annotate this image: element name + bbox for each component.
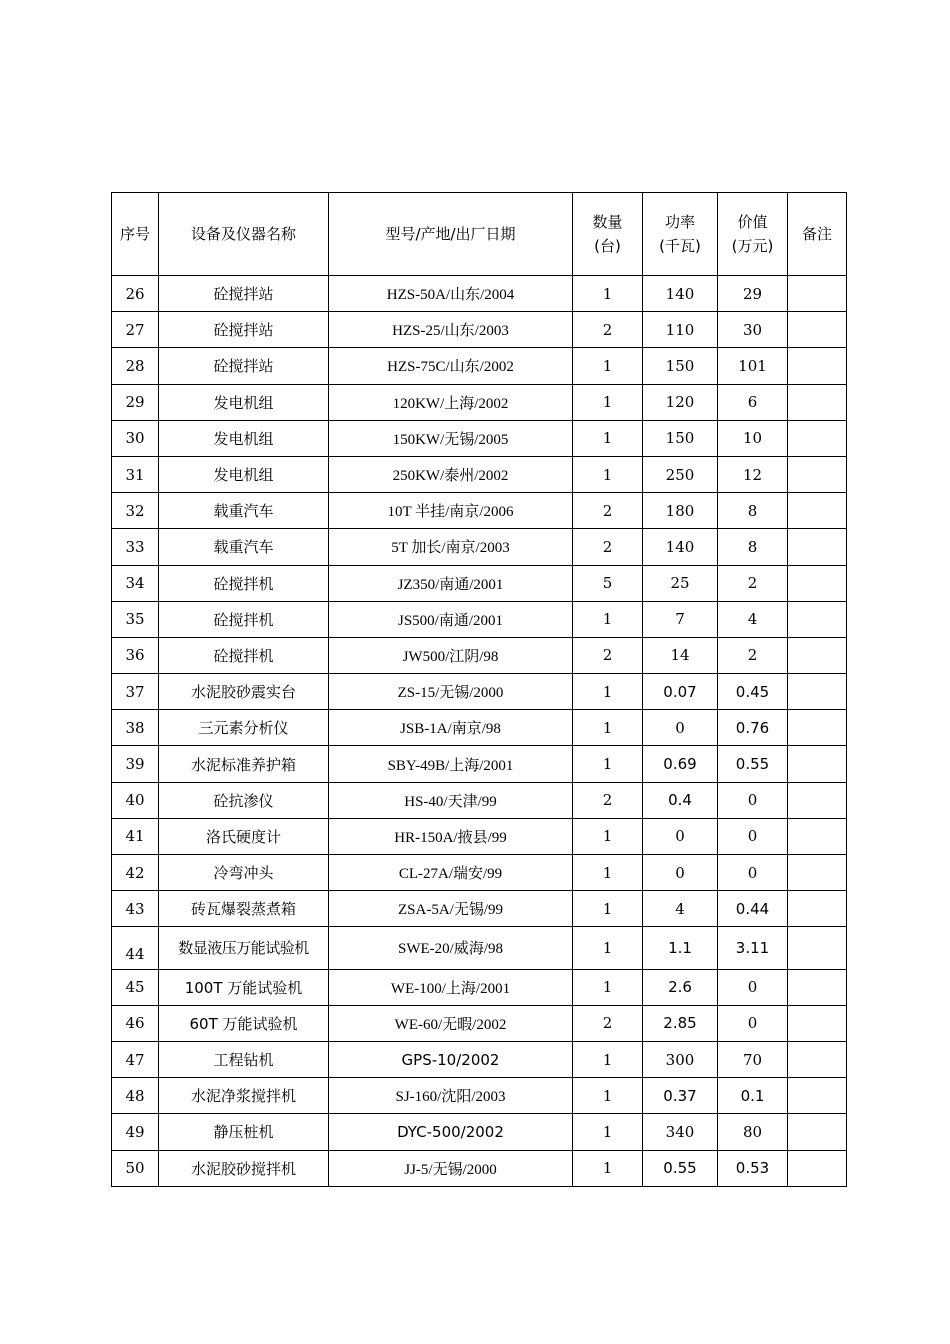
cell-note (788, 855, 847, 891)
cell-note (788, 276, 847, 312)
table-row (112, 493, 847, 529)
cell-qty: 1 (573, 969, 643, 1005)
cell-name: 工程钻机 (159, 1041, 329, 1077)
cell-no: 48 (112, 1078, 159, 1114)
cell-no: 40 (112, 782, 159, 818)
cell-name: 砼抗渗仪 (159, 782, 329, 818)
cell-note (788, 927, 847, 969)
cell-note (788, 1150, 847, 1186)
cell-power: 0.55 (643, 1150, 718, 1186)
cell-qty: 2 (573, 312, 643, 348)
cell-value: 29 (718, 276, 788, 312)
table-row (112, 1150, 847, 1186)
cell-note (788, 420, 847, 456)
cell-qty: 2 (573, 529, 643, 565)
cell-note (788, 384, 847, 420)
cell-note (788, 456, 847, 492)
cell-power: 120 (643, 384, 718, 420)
cell-power: 0.07 (643, 674, 718, 710)
table-row (112, 601, 847, 637)
cell-power: 150 (643, 420, 718, 456)
cell-qty: 1 (573, 746, 643, 782)
cell-name: 水泥标准养护箱 (159, 746, 329, 782)
cell-no: 41 (112, 818, 159, 854)
table-row (112, 927, 847, 969)
cell-note (788, 746, 847, 782)
table-row (112, 637, 847, 673)
cell-no: 49 (112, 1114, 159, 1150)
header-name: 设备及仪器名称 (159, 193, 329, 276)
cell-note (788, 891, 847, 927)
cell-power: 250 (643, 456, 718, 492)
cell-model: HS-40/天津/99 (329, 782, 573, 818)
cell-note (788, 565, 847, 601)
cell-qty: 2 (573, 782, 643, 818)
cell-note (788, 529, 847, 565)
table-row (112, 565, 847, 601)
cell-model: 150KW/无锡/2005 (329, 420, 573, 456)
cell-name: 60T 万能试验机 (159, 1005, 329, 1041)
table-row (112, 746, 847, 782)
table-row (112, 529, 847, 565)
header-value-line2: (万元) (731, 237, 774, 255)
cell-name: 水泥净浆搅拌机 (159, 1078, 329, 1114)
cell-qty: 1 (573, 1078, 643, 1114)
equipment-table (111, 192, 847, 1187)
cell-value: 0 (718, 782, 788, 818)
cell-model: ZS-15/无锡/2000 (329, 674, 573, 710)
cell-model: HZS-75C/山东/2002 (329, 348, 573, 384)
cell-model: JW500/江阴/98 (329, 637, 573, 673)
table-row (112, 818, 847, 854)
table-row (112, 969, 847, 1005)
cell-no: 33 (112, 529, 159, 565)
header-value-line1: 价值 (737, 213, 768, 231)
cell-value: 70 (718, 1041, 788, 1077)
cell-note (788, 969, 847, 1005)
cell-value: 0.44 (718, 891, 788, 927)
cell-name: 砼搅拌机 (159, 637, 329, 673)
cell-no: 32 (112, 493, 159, 529)
cell-qty: 1 (573, 818, 643, 854)
table-row (112, 891, 847, 927)
cell-name: 砼搅拌机 (159, 601, 329, 637)
cell-model: CL-27A/瑞安/99 (329, 855, 573, 891)
cell-name: 砼搅拌机 (159, 565, 329, 601)
cell-qty: 1 (573, 674, 643, 710)
cell-no: 34 (112, 565, 159, 601)
table-row (112, 782, 847, 818)
cell-note (788, 312, 847, 348)
cell-note (788, 818, 847, 854)
table-row (112, 855, 847, 891)
cell-name: 砼搅拌站 (159, 276, 329, 312)
cell-no: 35 (112, 601, 159, 637)
cell-value: 8 (718, 493, 788, 529)
cell-value: 8 (718, 529, 788, 565)
header-model: 型号/产地/出厂日期 (329, 193, 573, 276)
cell-power: 140 (643, 276, 718, 312)
header-power-line2: (千瓦) (659, 237, 701, 255)
cell-no: 44 (112, 927, 159, 969)
cell-qty: 1 (573, 456, 643, 492)
cell-no: 39 (112, 746, 159, 782)
cell-value: 0.76 (718, 710, 788, 746)
cell-qty: 1 (573, 276, 643, 312)
table-row (112, 312, 847, 348)
header-note: 备注 (788, 193, 847, 276)
cell-note (788, 493, 847, 529)
cell-name: 数显液压万能试验机 (159, 927, 329, 969)
cell-power: 140 (643, 529, 718, 565)
table-row (112, 1041, 847, 1077)
header-qty-line2: (台) (594, 237, 621, 255)
cell-no: 36 (112, 637, 159, 673)
cell-no: 50 (112, 1150, 159, 1186)
cell-model: SBY-49B/上海/2001 (329, 746, 573, 782)
table-row (112, 276, 847, 312)
cell-name: 发电机组 (159, 420, 329, 456)
cell-no: 47 (112, 1041, 159, 1077)
cell-value: 80 (718, 1114, 788, 1150)
cell-no: 29 (112, 384, 159, 420)
cell-name: 砼搅拌站 (159, 312, 329, 348)
cell-name: 砖瓦爆裂蒸煮箱 (159, 891, 329, 927)
table-row (112, 348, 847, 384)
cell-power: 0 (643, 818, 718, 854)
cell-power: 0.69 (643, 746, 718, 782)
cell-value: 0 (718, 1005, 788, 1041)
cell-value: 0 (718, 969, 788, 1005)
cell-model: HZS-25/山东/2003 (329, 312, 573, 348)
cell-power: 4 (643, 891, 718, 927)
cell-no: 46 (112, 1005, 159, 1041)
cell-model: 250KW/泰州/2002 (329, 456, 573, 492)
cell-name: 静压桩机 (159, 1114, 329, 1150)
cell-power: 150 (643, 348, 718, 384)
cell-model: JSB-1A/南京/98 (329, 710, 573, 746)
header-value (718, 193, 788, 276)
cell-qty: 1 (573, 710, 643, 746)
table-row (112, 1114, 847, 1150)
cell-qty: 2 (573, 637, 643, 673)
cell-power: 0.37 (643, 1078, 718, 1114)
cell-value: 30 (718, 312, 788, 348)
cell-value: 6 (718, 384, 788, 420)
cell-name: 100T 万能试验机 (159, 969, 329, 1005)
table-header-row (112, 193, 847, 276)
table-row (112, 710, 847, 746)
cell-power: 1.1 (643, 927, 718, 969)
table-row (112, 1005, 847, 1041)
cell-qty: 2 (573, 493, 643, 529)
cell-model: JJ-5/无锡/2000 (329, 1150, 573, 1186)
cell-note (788, 674, 847, 710)
table-row (112, 456, 847, 492)
cell-power: 110 (643, 312, 718, 348)
cell-note (788, 1114, 847, 1150)
cell-value: 0.53 (718, 1150, 788, 1186)
cell-qty: 2 (573, 1005, 643, 1041)
cell-qty: 1 (573, 384, 643, 420)
cell-no: 30 (112, 420, 159, 456)
cell-model: HR-150A/掖县/99 (329, 818, 573, 854)
cell-no: 37 (112, 674, 159, 710)
cell-model: ZSA-5A/无锡/99 (329, 891, 573, 927)
cell-value: 12 (718, 456, 788, 492)
cell-name: 水泥胶砂震实台 (159, 674, 329, 710)
cell-power: 340 (643, 1114, 718, 1150)
cell-name: 发电机组 (159, 456, 329, 492)
cell-model: 120KW/上海/2002 (329, 384, 573, 420)
cell-note (788, 348, 847, 384)
cell-value: 2 (718, 637, 788, 673)
cell-qty: 1 (573, 1041, 643, 1077)
table-row (112, 384, 847, 420)
cell-model: JS500/南通/2001 (329, 601, 573, 637)
cell-no: 42 (112, 855, 159, 891)
cell-model: DYC-500/2002 (329, 1114, 573, 1150)
cell-value: 3.11 (718, 927, 788, 969)
cell-value: 0.55 (718, 746, 788, 782)
cell-qty: 5 (573, 565, 643, 601)
cell-power: 0.4 (643, 782, 718, 818)
cell-power: 0 (643, 710, 718, 746)
cell-power: 2.6 (643, 969, 718, 1005)
cell-name: 洛氏硬度计 (159, 818, 329, 854)
header-no: 序号 (112, 193, 159, 276)
cell-power: 7 (643, 601, 718, 637)
cell-value: 2 (718, 565, 788, 601)
cell-note (788, 710, 847, 746)
cell-model: 10T 半挂/南京/2006 (329, 493, 573, 529)
cell-name: 载重汽车 (159, 493, 329, 529)
cell-qty: 1 (573, 927, 643, 969)
cell-model: SJ-160/沈阳/2003 (329, 1078, 573, 1114)
cell-power: 300 (643, 1041, 718, 1077)
cell-value: 101 (718, 348, 788, 384)
cell-note (788, 1078, 847, 1114)
cell-no: 27 (112, 312, 159, 348)
cell-power: 25 (643, 565, 718, 601)
table-row (112, 420, 847, 456)
cell-name: 发电机组 (159, 384, 329, 420)
cell-no: 26 (112, 276, 159, 312)
cell-power: 2.85 (643, 1005, 718, 1041)
cell-no: 38 (112, 710, 159, 746)
cell-qty: 1 (573, 601, 643, 637)
table-row (112, 674, 847, 710)
cell-note (788, 1005, 847, 1041)
cell-model: WE-100/上海/2001 (329, 969, 573, 1005)
cell-power: 180 (643, 493, 718, 529)
cell-no: 43 (112, 891, 159, 927)
header-power (643, 193, 718, 276)
cell-value: 0 (718, 855, 788, 891)
cell-note (788, 1041, 847, 1077)
cell-qty: 1 (573, 1114, 643, 1150)
cell-model: GPS-10/2002 (329, 1041, 573, 1077)
cell-no: 31 (112, 456, 159, 492)
cell-model: SWE-20/威海/98 (329, 927, 573, 969)
cell-name: 载重汽车 (159, 529, 329, 565)
cell-name: 砼搅拌站 (159, 348, 329, 384)
header-qty-line1: 数量 (592, 213, 623, 231)
cell-value: 0 (718, 818, 788, 854)
cell-model: HZS-50A/山东/2004 (329, 276, 573, 312)
cell-qty: 1 (573, 1150, 643, 1186)
header-power-line1: 功率 (664, 213, 695, 231)
cell-model: JZ350/南通/2001 (329, 565, 573, 601)
cell-value: 4 (718, 601, 788, 637)
cell-no: 45 (112, 969, 159, 1005)
cell-qty: 1 (573, 855, 643, 891)
cell-name: 三元素分析仪 (159, 710, 329, 746)
header-qty (573, 193, 643, 276)
cell-qty: 1 (573, 891, 643, 927)
cell-qty: 1 (573, 420, 643, 456)
cell-model: 5T 加长/南京/2003 (329, 529, 573, 565)
cell-model: WE-60/无暇/2002 (329, 1005, 573, 1041)
cell-no: 28 (112, 348, 159, 384)
cell-note (788, 601, 847, 637)
cell-name: 水泥胶砂搅拌机 (159, 1150, 329, 1186)
cell-qty: 1 (573, 348, 643, 384)
cell-note (788, 637, 847, 673)
table-row (112, 1078, 847, 1114)
cell-power: 0 (643, 855, 718, 891)
cell-power: 14 (643, 637, 718, 673)
cell-value: 10 (718, 420, 788, 456)
cell-note (788, 782, 847, 818)
cell-value: 0.45 (718, 674, 788, 710)
cell-name: 冷弯冲头 (159, 855, 329, 891)
cell-value: 0.1 (718, 1078, 788, 1114)
